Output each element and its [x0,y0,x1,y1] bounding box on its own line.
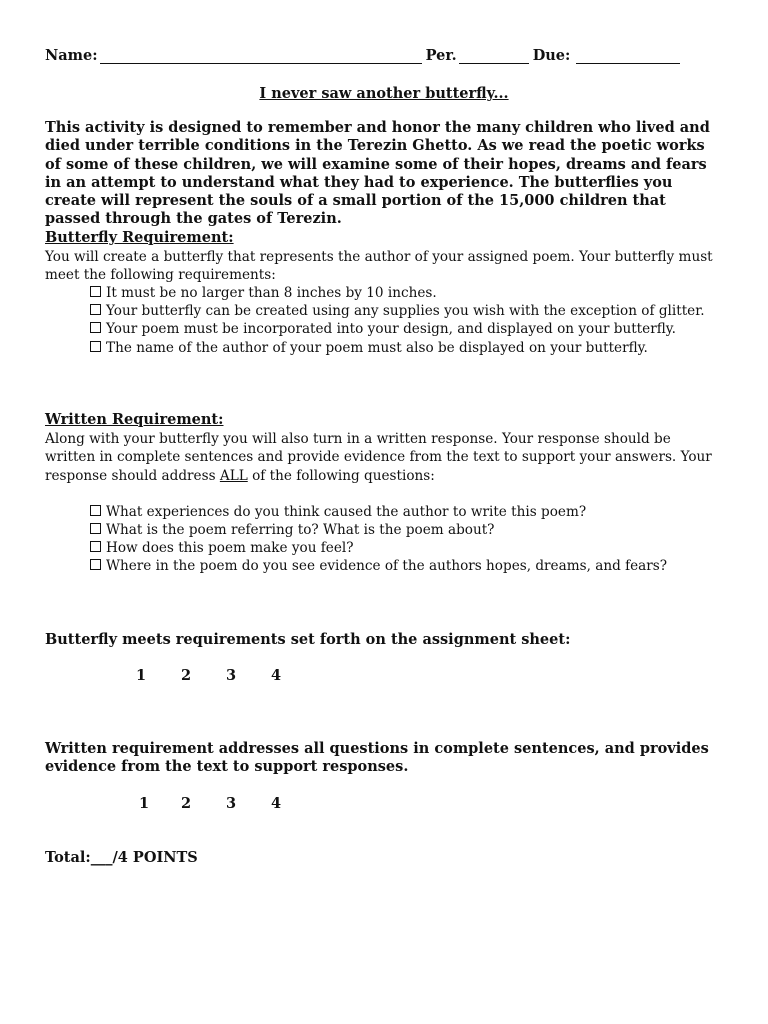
header-line [45,47,682,64]
total-points: Total:___/4 POINTS [45,849,198,866]
score-option[interactable]: 4 [271,795,282,812]
butterfly-item: Your poem must be incorporated into your design, and displayed on your butterfly. [90,321,676,337]
written-item: How does this poem make you feel? [90,540,354,556]
rubric-criterion-butterfly: Butterfly meets requirements set forth on the assignment sheet: [45,631,571,648]
score-option[interactable]: 1 [136,667,147,684]
checkbox-icon [90,559,101,570]
checkbox-icon [90,286,101,297]
name-blank[interactable] [100,49,422,64]
written-item: What experiences do you think caused the author to write this poem? [90,504,586,520]
butterfly-item: Your butterfly can be created using any supplies you wish with the exception of glitter. [90,303,705,319]
checkbox-icon [90,341,101,352]
due-blank[interactable] [576,49,680,64]
rubric-criterion-written: Written requirement addresses all questions in complete sentences, and provides evidence from the text to support responses. [45,740,709,776]
written-heading: Written Requirement: [45,411,224,428]
period-label: Per. [425,47,457,64]
score-option[interactable]: 2 [181,667,192,684]
butterfly-text: You will create a butterfly that represents the author of your assigned poem. Your butterfly must meet the following requirements: [45,249,713,284]
score-option[interactable]: 3 [226,795,237,812]
checkbox-icon [90,541,101,552]
checkbox-icon [90,304,101,315]
checkbox-icon [90,505,101,516]
name-label: Name: [45,47,98,64]
written-item: Where in the poem do you see evidence of the authors hopes, dreams, and fears? [90,558,667,574]
period-blank[interactable] [459,49,529,64]
page-title: I never saw another butterfly... [259,85,509,102]
due-label: Due: [532,47,571,64]
butterfly-item: It must be no larger than 8 inches by 10 inches. [90,285,437,301]
written-item: What is the poem referring to? What is the poem about? [90,522,494,538]
butterfly-item: The name of the author of your poem must also be displayed on your butterfly. [90,340,648,356]
score-option[interactable]: 3 [226,667,237,684]
intro-paragraph: This activity is designed to remember and honor the many children who lived and died under terrible conditions in the Terezin Ghetto. As we read the poetic works of some of these children, we will examine some of their hopes, dreams and fears in an attempt to understand what they had to experience. The butterflies you create will represent the souls of a small portion of the 15,000 children that passed through the gates of Terezin. [45,119,710,228]
score-option[interactable]: 2 [181,795,192,812]
score-option[interactable]: 1 [139,795,150,812]
score-option[interactable]: 4 [271,667,282,684]
checkbox-icon [90,322,101,333]
checkbox-icon [90,523,101,534]
written-text: Along with your butterfly you will also turn in a written response. Your response should be written in complete sentences and provide evidence from the text to support your answers. Your response should address ALL of the following questions: [45,431,712,484]
butterfly-heading: Butterfly Requirement: [45,229,234,246]
emphasis-all: ALL [219,467,248,484]
